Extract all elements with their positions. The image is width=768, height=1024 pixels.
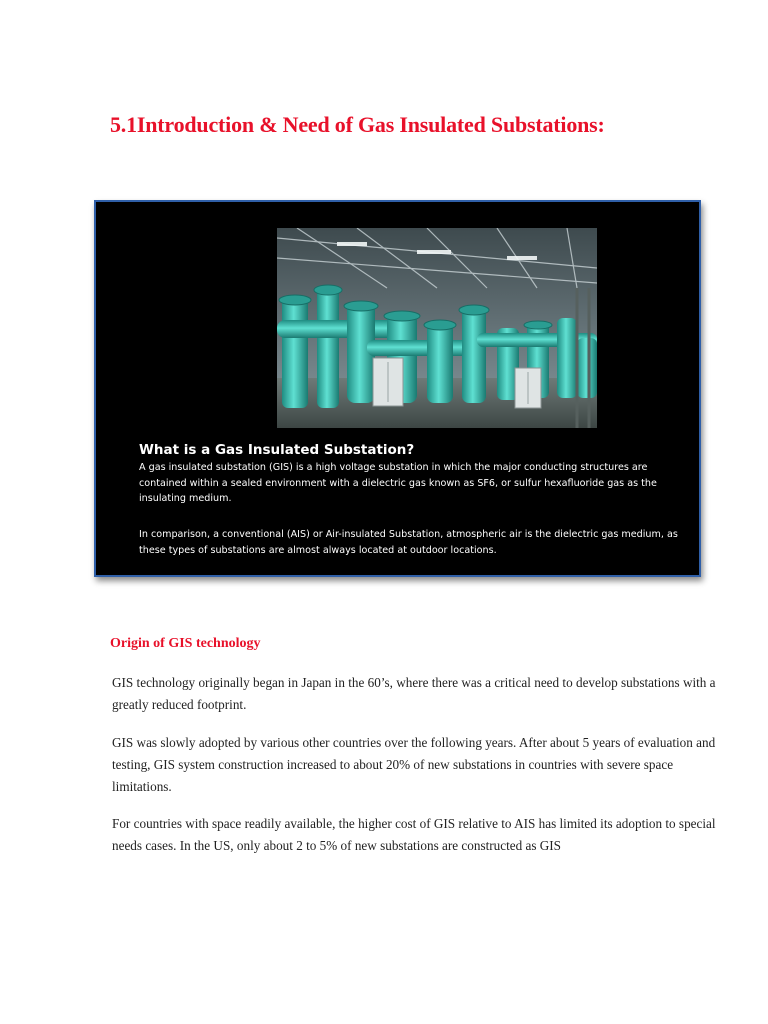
substation-photo [277,228,597,428]
slide-figure [94,200,701,577]
body-paragraph: For countries with space readily available, the higher cost of GIS relative to AIS has limited its adoption to special needs cases. In the US, only about 2 to 5% of new substations are constructed as GIS [112,816,716,853]
body-paragraph: GIS technology originally began in Japan in the 60’s, where there was a critical need to develop substations with a greatly reduced footprint. [112,675,716,712]
sub-heading: Origin of GIS technology [110,636,261,651]
slide-paragraph: In comparison, a conventional (AIS) or Air-insulated Substation, atmospheric air is the dielectric gas medium, as these types of substations are almost always located at outdoor locations. [139,529,678,556]
slide-paragraph: A gas insulated substation (GIS) is a high voltage substation in which the major conducting structures are contained within a sealed environment with a dielectric gas known as SF6, or sulfur hexafluoride gas as the insulating medium. [139,462,657,504]
slide-title: What is a Gas Insulated Substation? [139,442,415,458]
section-heading: 5.1Introduction & Need of Gas Insulated Substations: [110,112,605,137]
body-paragraph: GIS was slowly adopted by various other countries over the following years. After about 5 years of evaluation and testing, GIS system construction increased to about 20% of new substations in countries with severe space limitations. [112,735,716,794]
